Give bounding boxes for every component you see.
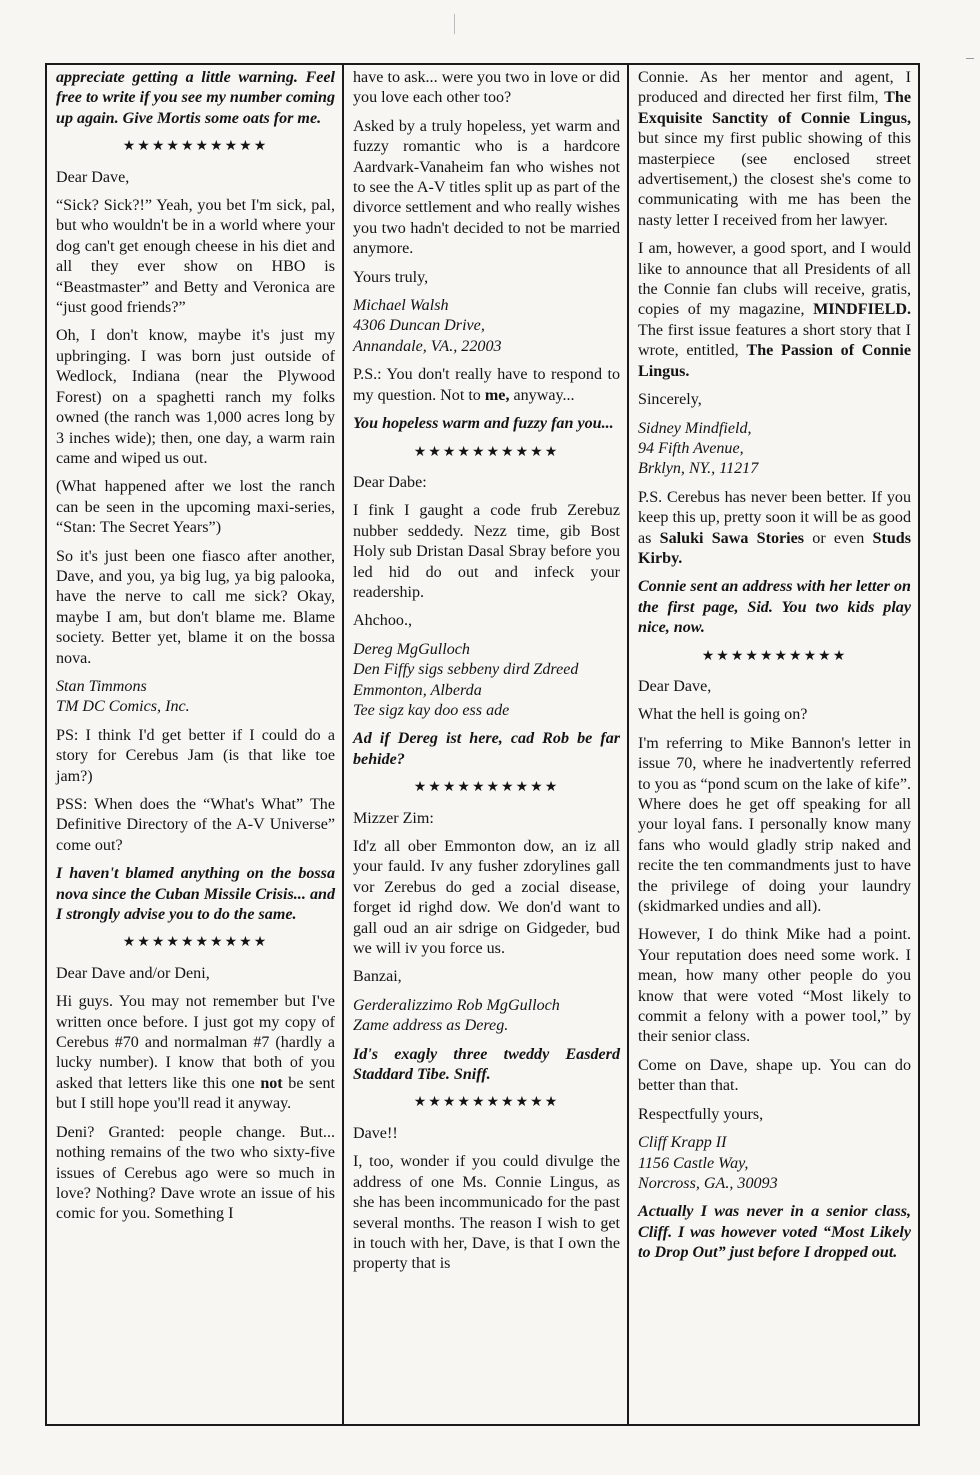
salutation: Dave!! [353,1124,398,1142]
signature-line: Den Fiffy sigs sebbeny dird Zdreed [353,661,579,679]
signature-line: Annandale, VA., 22003 [353,337,502,355]
text-run: The first issue features a short story that I wrote, entitled, [638,321,911,360]
editor-reply: Actually I was never in a senior class, Cliff. I was however voted “Most Likely to Drop Out” just before I dropped out. [638,1203,911,1262]
signature-name: Cliff Krapp II [638,1134,727,1152]
text-run: I am, however, a good sport, and I would like to announce that all Presidents of all the Connie fan clubs will receive, gratis, copies of my magazine, [638,240,911,319]
closing: Yours truly, [353,268,429,286]
bold-text: Studs Kirby. [638,529,912,567]
letter-paragraph: (What happened after we lost the ranch can be seen in the upcoming maxi-series, “Stan: The Secret Years”) [56,478,335,537]
letter-paragraph: What the hell is going on? [638,706,808,724]
editor-reply: appreciate getting a little warning. Feel free to write if you see my number coming up again. Give Mortis some oats for me. [56,69,335,127]
bold-text: Saluki Sawa Stories [659,529,805,547]
postscript: PS: I think I'd get better if I could do a story for Cerebus Jam (is that like toe jam?) [56,726,335,785]
editor-reply: Id's exagly three tweddy Easderd Staddard Tibe. Sniff. [353,1045,620,1084]
letter-paragraph: So it's just been one fiasco after another, Dave, and you, ya big lug, ya big palooka, have the nerve to call me sick? Okay, maybe I am, but don't blame me. Blame society. Better yet, blame it on the bossa nova. [56,547,335,667]
bold-text: not [260,1074,283,1092]
closing: Banzai, [353,968,402,986]
signature-name: Dereg MgGulloch [353,640,470,658]
letter-paragraph: Deni? Granted: people change. But... nothing remains of the two who sixty-five issues of Cerebus ago were so much in love? Nothing? Dave wrote an issue of his comic for you. Something I [56,1123,335,1223]
signature-line: 1156 Castle Way, [638,1154,749,1172]
text-run: or even [804,529,873,547]
separator-stars: ★★★★★★★★★★ [413,444,560,460]
signature-line: TM DC Comics, Inc. [56,698,190,716]
signature-name: Sidney Mindfield, [638,419,752,437]
letter-paragraph [638,239,911,382]
text-run: Connie. As her mentor and agent, I produced and directed her first film, [638,69,911,107]
signature-line: 4306 Duncan Drive, [353,317,485,335]
letter-paragraph: However, I do think Mike had a point. Your reputation does need some work. I mean, how many other people do you know that were voted “Most likely to commit a felony with a power tool,” by their senior class. [638,926,911,1046]
signature-line: Zame address as Dereg. [353,1017,509,1035]
separator-stars: ★★★★★★★★★★ [701,648,848,664]
column-2 [342,65,627,1424]
salutation: Mizzer Zim: [353,809,434,827]
salutation: Dear Dave and/or Deni, [56,964,210,982]
signature-line: 94 Fifth Avenue, [638,439,744,457]
salutation: Dear Dave, [638,677,712,695]
salutation: Dear Dabe: [353,473,427,491]
letter-paragraph: I'm referring to Mike Bannon's letter in issue 70, where he inadvertently referred to you as “pond scum on the lake of kife”. Where does he get off speaking for all your loyal fans. I personally know many fans who would gladly strip naked and recite the ten commandments just to have the privilege of doing your laundry (skidmarked undies and all). [638,734,911,916]
letter-paragraph: I fink I gaught a code frub Zerebuz nubber seddedy. Nezz time, gib Bost Holy sub Dristan Dasal Sbray before you led hid do out and infeck your readership. [353,502,620,601]
column-3 [627,65,918,1424]
text-run: anyway... [509,386,575,404]
letter-paragraph: Asked by a truly hopeless, yet warm and fuzzy romantic who is a hardcore Aardvark-Vanaheim fan who wishes not to see the A-V titles split up as part of the divorce settlement and who really wishes you two hadn't decided to not be married anymore. [353,117,620,258]
signature-line: Emmonton, Alberda [353,681,482,699]
salutation: Dear Dave, [56,168,130,186]
letter-paragraph: Id'z all ober Emmonton dow, an iz all your fauld. Iv any fusher zdorylines gall vor Zerebus do ged a zocial disease, forget id righd dow. We don'd want to gall oud an air sdrige on Gidgeder, bud we will iv you force us. [353,838,620,958]
separator-stars: ★★★★★★★★★★ [413,1095,560,1111]
signature-line: Tee sigz kay doo ess ade [353,701,510,719]
postscript: PSS: When does the “What's What” The Definitive Directory of the A-V Universe” come out? [56,796,335,854]
text-run: be sent but I still hope you'll read it anyway. [56,1074,335,1113]
editor-reply: You hopeless warm and fuzzy fan you... [353,415,614,433]
closing: Respectfully yours, [638,1105,764,1123]
letter-paragraph [56,992,335,1114]
bold-text: me, [484,386,510,404]
letter-paragraph: have to ask... were you two in love or did you love each other too? [353,69,620,107]
separator-stars: ★★★★★★★★★★ [122,935,269,951]
postscript [638,488,911,570]
signature-name: Stan Timmons [56,677,147,695]
bold-text: The Passion of Connie Lingus. [638,342,911,380]
signature-line: Brklyn, NY., 11217 [638,460,759,478]
letter-paragraph: I, too, wonder if you could divulge the address of one Ms. Connie Lingus, as she has been incommunicado for the past several months. The reason I wish to get in touch with her, Dave, is that I own the property that is [353,1153,620,1273]
editor-reply: I haven't blamed anything on the bossa nova since the Cuban Missile Crisis... and I strongly advise you to do the same. [56,865,335,924]
postscript [353,365,620,406]
letter-paragraph: Oh, I don't know, maybe it's just my upbringing. I was born just outside of Wedlock, Indiana (near the Plywood Forest) on a spaghetti ranch my folks owned (the ranch was 1,000 acres long by 3 inches wide); then, one day, a warm rain came and wiped us out. [56,327,335,467]
signature-name: Michael Walsh [353,297,449,315]
text-run: Hi guys. You may not remember but I've written once before. I just got my copy of Cerebus #70 and normalman #7 (hardly a lucky number). I know that both of you asked that letters like this one [56,993,335,1092]
editor-reply: Ad if Dereg ist here, cad Rob be far behide? [353,730,620,768]
letter-paragraph: “Sick? Sick?!” Yeah, you bet I'm sick, pal, but who wouldn't be in a world where your dog can't get enough cheese in his diet and all they ever show on HBO is “Beastmaster” and Betty and Veronica are “just good friends?” [56,197,335,317]
separator-stars: ★★★★★★★★★★ [122,139,269,155]
closing: Ahchoo., [353,612,412,630]
print-mark [966,58,974,59]
text-run: P.S. Cerebus has never been better. If you keep this up, pretty soon it will be as good as [638,488,911,547]
signature-name: Gerderalizzimo Rob MgGulloch [353,996,560,1014]
letters-page [45,63,920,1426]
editor-reply: Connie sent an address with her letter on the first page, Sid. You two kids play nice, now. [638,578,911,637]
letter-paragraph [638,68,911,231]
closing: Sincerely, [638,391,702,409]
text-run: P.S.: You don't really have to respond to my question. Not to [353,366,620,404]
separator-stars: ★★★★★★★★★★ [413,780,560,796]
text-run: but since my first public showing of this masterpiece (see enclosed street advertisement,) the closest she's come to communicating with me has been the nasty letter I received from her lawyer. [638,130,911,229]
bold-text: MINDFIELD. [813,301,911,319]
column-1 [47,65,342,1424]
bold-text: The Exquisite Sanctity of Connie Lingus, [638,89,911,127]
print-mark [454,14,455,34]
letter-paragraph: Come on Dave, shape up. You can do better than that. [638,1056,911,1095]
signature-line: Norcross, GA., 30093 [638,1174,778,1192]
